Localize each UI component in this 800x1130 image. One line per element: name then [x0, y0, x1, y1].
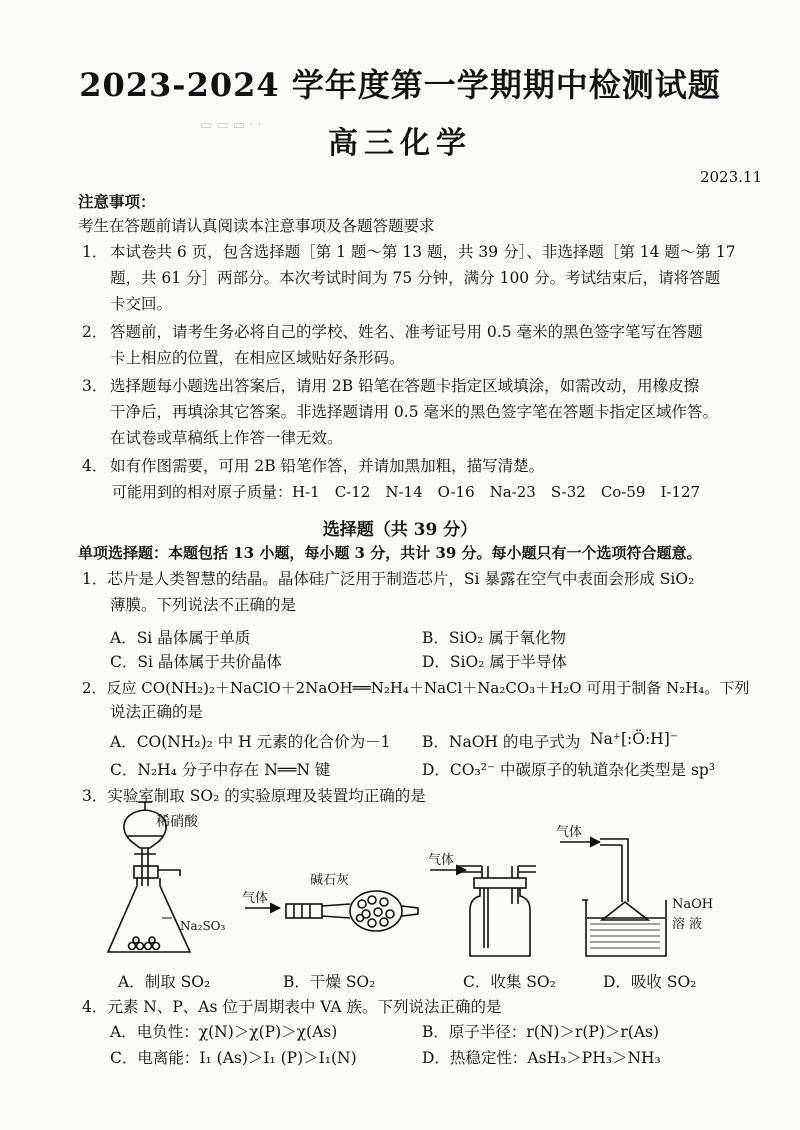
- q1-option-c: C．Si 晶体属于共价晶体: [110, 653, 282, 671]
- notice-item-line: 在试卷或草稿纸上作答一律无效。: [110, 429, 343, 447]
- q2-option-d: D．CO₃²⁻ 中碳原子的轨道杂化类型是 sp³: [422, 761, 716, 779]
- q3-option-d: D．吸收 SO₂: [603, 973, 697, 991]
- q4-option-c: C．电离能：I₁ (As)＞I₁ (P)＞I₁(N): [110, 1049, 357, 1067]
- label-naoh: NaOH: [672, 897, 714, 912]
- apparatus-figure: [100, 800, 720, 970]
- label-solution: 溶 液: [672, 917, 703, 932]
- q1-option-a: A．Si 晶体属于单质: [110, 629, 251, 647]
- notice-intro: 考生在答题前请认真阅读本注意事项及各题答题要求: [78, 217, 435, 235]
- notice-item-num: 1．: [82, 243, 108, 261]
- notice-item-line: 如有作图需要，可用 2B 铅笔作答，并请加黑加粗，描写清楚。: [110, 457, 545, 475]
- absorption-beaker: [560, 839, 666, 956]
- label-gas-d: 气体: [556, 825, 583, 840]
- q1-option-b: B．SiO₂ 属于氧化物: [422, 629, 566, 647]
- notice-item-line: 卡上相应的位置，在相应区域贴好条形码。: [110, 349, 405, 367]
- electron-formula: Na⁺[:Ö:H]⁻: [590, 730, 678, 748]
- notice-item-line: 干净后，再填涂其它答案。非选择题请用 0.5 毫米的黑色签字笔在答题卡指定区域作答。: [110, 403, 719, 421]
- label-gas-b: 气体: [242, 891, 269, 906]
- notice-item-line: 答题前，请考生务必将自己的学校、姓名、准考证号用 0.5 毫米的黑色签字笔写在答题: [110, 323, 703, 341]
- q4-stem: 4．元素 N、P、As 位于周期表中 VA 族。下列说法正确的是: [82, 998, 502, 1016]
- scan-ghost-text: ▭ ▭ ▭ · ·: [200, 118, 262, 133]
- exam-date: 2023.11: [699, 168, 762, 186]
- q4-option-b: B．原子半径：r(N)＞r(P)＞r(As): [422, 1023, 660, 1041]
- q3-option-b: B．干燥 SO₂: [283, 973, 376, 991]
- notice-heading: 注意事项：: [78, 192, 156, 211]
- notice-item-line: 题，共 61 分］两部分。本次考试时间为 75 分钟，满分 100 分。考试结束后，请将答题: [110, 269, 721, 287]
- notice-item-num: 3．: [82, 377, 108, 395]
- q4-option-d: D．热稳定性：AsH₃＞PH₃＞NH₃: [422, 1049, 661, 1067]
- q3-stem: 3．实验室制取 SO₂ 的实验原理及装置均正确的是: [82, 787, 426, 805]
- page-title: 2023-2024 学年度第一学期期中检测试题: [79, 66, 721, 104]
- q2-stem: 说法正确的是: [110, 703, 204, 721]
- section-instruction: 单项选择题：本题包括 13 小题，每小题 3 分，共计 39 分。每小题只有一个选项符合题意。: [78, 544, 702, 562]
- q1-stem: 1．芯片是人类智慧的结晶。晶体硅广泛用于制造芯片，Si 暴露在空气中表面会形成 SiO₂: [82, 570, 695, 588]
- atomic-masses: 可能用到的相对原子质量：H-1 C-12 N-14 O-16 Na-23 S-32 Co-59 I-127: [112, 483, 701, 501]
- label-soda-lime: 碱石灰: [310, 873, 350, 888]
- label-dilute-nitric-acid: 稀硝酸: [156, 814, 198, 830]
- conical-flask: [108, 866, 190, 952]
- gas-collecting-bottle: [430, 866, 536, 956]
- q2-option-c: C．N₂H₄ 分子中存在 N══N 键: [110, 761, 331, 779]
- q4-option-a: A．电负性：χ(N)＞χ(P)＞χ(As): [110, 1023, 338, 1041]
- q2-option-a: A．CO(NH₂)₂ 中 H 元素的化合价为－1: [110, 733, 391, 751]
- section-title: 选择题（共 39 分）: [322, 520, 478, 540]
- q3-option-c: C．收集 SO₂: [463, 973, 556, 991]
- q1-option-d: D．SiO₂ 属于半导体: [422, 653, 567, 671]
- q3-option-a: A．制取 SO₂: [118, 973, 211, 991]
- notice-item-line: 本试卷共 6 页，包含选择题［第 1 题～第 13 题，共 39 分］、非选择题［第 14 题～第 17: [110, 243, 736, 261]
- label-sodium-sulfite: Na₂SO₃: [180, 919, 226, 933]
- q2-option-b: B．NaOH 的电子式为: [422, 733, 581, 751]
- q1-stem: 薄膜。下列说法不正确的是: [110, 596, 297, 614]
- q2-stem: 2．反应 CO(NH₂)₂＋NaClO＋2NaOH══N₂H₄＋NaCl＋Na₂CO₃＋H₂O 可用于制备 N₂H₄。下列: [82, 679, 750, 697]
- subject-title: 高三化学: [328, 126, 472, 161]
- notice-item-num: 4．: [82, 457, 108, 475]
- notice-item-line: 卡交回。: [110, 295, 173, 313]
- notice-item-num: 2．: [82, 323, 108, 341]
- notice-item-line: 选择题每小题选出答案后，请用 2B 铅笔在答题卡指定区域填涂，如需改动，用橡皮擦: [110, 377, 700, 395]
- label-gas-c: 气体: [428, 853, 455, 868]
- drying-tube: [245, 891, 418, 931]
